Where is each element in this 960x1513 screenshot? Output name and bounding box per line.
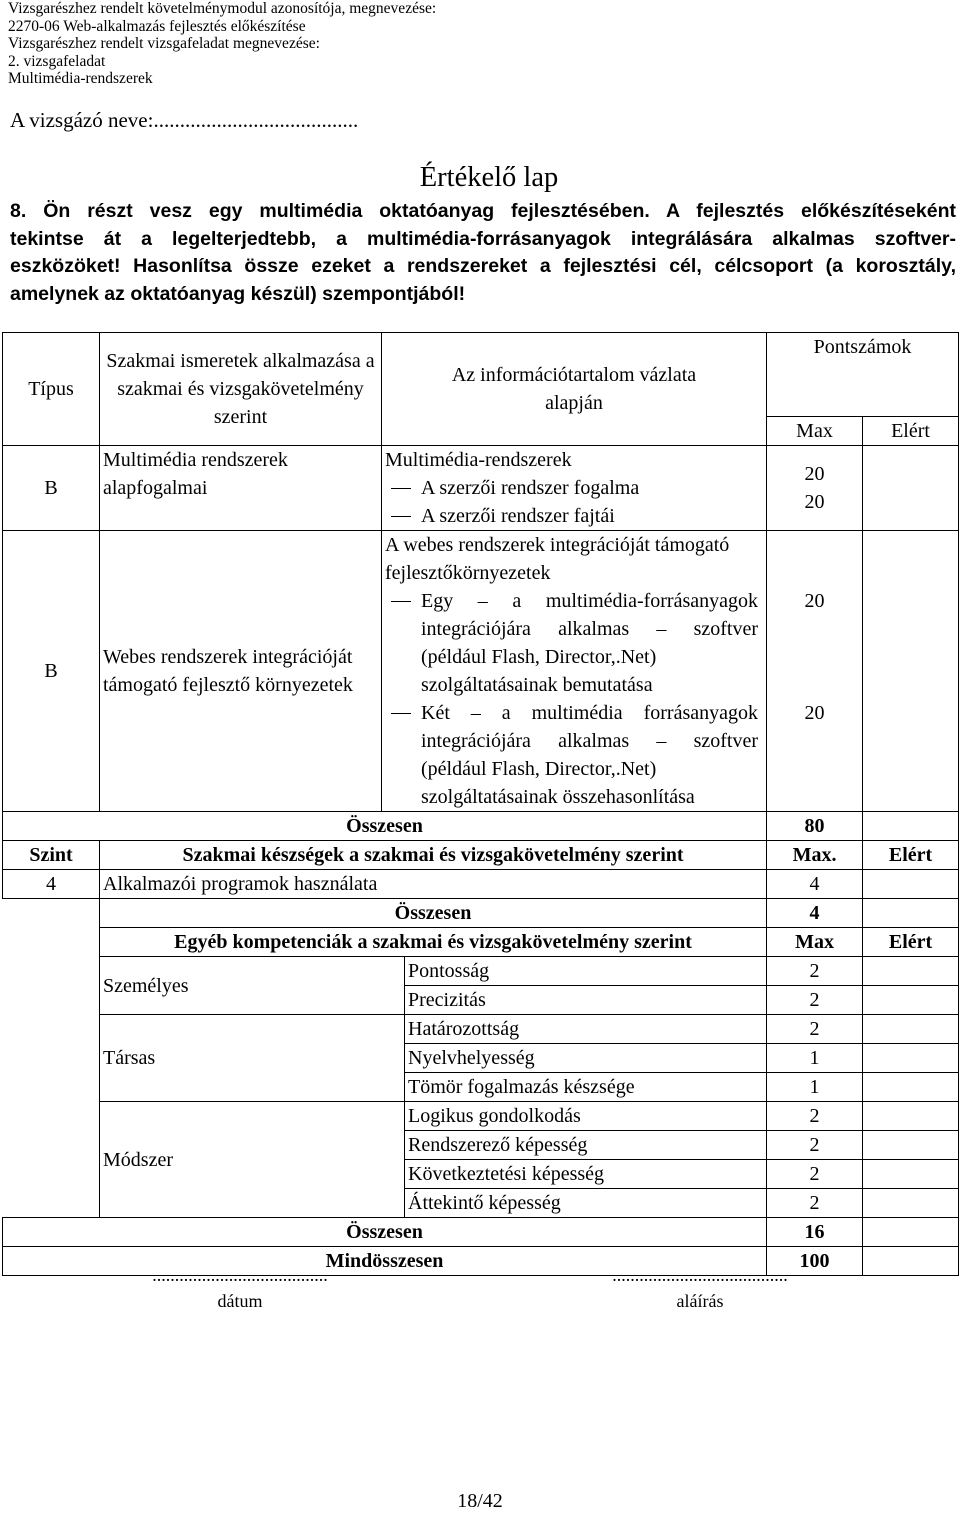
comp-max: 2 (767, 1131, 863, 1160)
other-title: Egyéb kompetenciák a szakmai és vizsgakövetelmény szerint (100, 928, 767, 957)
comp-max: 2 (767, 1189, 863, 1218)
comp-elert[interactable] (863, 1189, 959, 1218)
row1-tipus: B (3, 446, 100, 531)
other-total-elert[interactable] (863, 1218, 959, 1247)
other-max: Max (767, 928, 863, 957)
header-line: 2270-06 Web-alkalmazás fejlesztés előkészítése (8, 17, 306, 35)
row2-item2: Két – a multimédia forrásanyagok integrációjára alkalmas – szoftver (például Flash, Director,.Net) szolgáltatásainak összehasonlítása (385, 699, 758, 811)
skills-title: Szakmai készségek a szakmai és vizsgakövetelmény szerint (100, 841, 767, 870)
row1-max (767, 446, 863, 531)
skills-max: Max. (767, 841, 863, 870)
comp-elert[interactable] (863, 1044, 959, 1073)
other-total-label: Összesen (3, 1218, 767, 1247)
comp-item: Precizitás (405, 986, 767, 1015)
header-info: Az információtartalom vázlata alapján (382, 333, 767, 446)
comp-item: Tömör fogalmazás készsége (405, 1073, 767, 1102)
row2-elert[interactable] (863, 531, 959, 812)
examinee-name-field[interactable]: A vizsgázó neve:....................................... (10, 108, 359, 132)
grand-total-value: 100 (767, 1247, 863, 1276)
header-pontszamok: Pontszámok (767, 333, 959, 417)
row1-content (382, 446, 767, 531)
task-line: tekintse át a legelterjedtebb, a multimédia-forrásanyagok integrálására alkalmas szoftver- (10, 227, 956, 250)
skills-total-elert[interactable] (863, 899, 959, 928)
comp-item: Áttekintő képesség (405, 1189, 767, 1218)
comp-item: Logikus gondolkodás (405, 1102, 767, 1131)
header-line: Vizsgarészhez rendelt vizsgafeladat megnevezése: (8, 35, 320, 53)
comp-item: Határozottság (405, 1015, 767, 1044)
comp-max: 1 (767, 1073, 863, 1102)
task-line: 8. Ön részt vesz egy multimédia oktatóanyag fejlesztésében. A fejlesztés előkészítéseként (10, 200, 956, 222)
date-signature-block (90, 1262, 390, 1314)
comp-max: 2 (767, 1015, 863, 1044)
comp-item: Nyelvhelyesség (405, 1044, 767, 1073)
header-szakmai: Szakmai ismeretek alkalmazása a szakmai és vizsgakövetelmény szerint (100, 333, 382, 446)
comp-max: 2 (767, 1160, 863, 1189)
skills-level: 4 (3, 870, 100, 899)
signature-field[interactable]: ....................................... (612, 1265, 788, 1285)
row2-content (382, 531, 767, 812)
row1-intro: Multimédia-rendszerek (385, 449, 572, 471)
grand-total-label: Mindösszesen (3, 1247, 767, 1276)
total1-value: 80 (767, 812, 863, 841)
page-number: 18/42 (457, 1490, 503, 1512)
skills-row-max: 4 (767, 870, 863, 899)
skills-total-value: 4 (767, 899, 863, 928)
comp-elert[interactable] (863, 1102, 959, 1131)
comp-max: 1 (767, 1044, 863, 1073)
comp-item: Következtetési képesség (405, 1160, 767, 1189)
comp-elert[interactable] (863, 1131, 959, 1160)
header-line: 2. vizsgafeladat (8, 52, 106, 70)
total1-elert[interactable] (863, 812, 959, 841)
task-line: amelynek az oktatóanyag készül) szempontjából! (10, 282, 466, 305)
row2-max1: 20 (804, 590, 825, 612)
skills-total-label: Összesen (100, 899, 767, 928)
total1-label: Összesen (3, 812, 767, 841)
other-elert: Elért (863, 928, 959, 957)
row2-item1: Egy – a multimédia-forrásanyagok integrációjára alkalmas – szoftver (például Flash, Director,.Net) szolgáltatásainak bemutatása (385, 587, 758, 699)
evaluation-table (2, 332, 959, 1276)
header-elert: Elért (863, 417, 959, 446)
header-max: Max (767, 417, 863, 446)
group-tarsas: Társas (100, 1015, 405, 1102)
comp-item: Rendszerező képesség (405, 1131, 767, 1160)
document-header (8, 0, 436, 88)
date-field[interactable]: ....................................... (152, 1265, 328, 1285)
row1-max2: 20 (804, 491, 825, 513)
row2-tipus: B (3, 531, 100, 812)
comp-elert[interactable] (863, 957, 959, 986)
row1-elert[interactable] (863, 446, 959, 531)
comp-max: 2 (767, 957, 863, 986)
header-line: Vizsgarészhez rendelt követelménymodul azonosítója, megnevezése: (8, 0, 437, 17)
group-modszer: Módszer (100, 1102, 405, 1218)
row1-max1: 20 (804, 463, 825, 485)
comp-elert[interactable] (863, 1015, 959, 1044)
comp-elert[interactable] (863, 1073, 959, 1102)
page-title: Értékelő lap (419, 162, 559, 193)
skills-elert: Elért (863, 841, 959, 870)
header-tipus: Típus (3, 333, 100, 446)
row2-max2: 20 (804, 702, 825, 724)
signature-label: aláírás (676, 1291, 724, 1311)
header-line: Multimédia-rendszerek (8, 70, 153, 88)
date-label: dátum (217, 1291, 263, 1311)
row2-topic: Webes rendszerek integrációját támogató fejlesztő környezetek (100, 531, 382, 812)
comp-max: 2 (767, 986, 863, 1015)
skills-name: Alkalmazói programok használata (100, 870, 767, 899)
skills-row-elert[interactable] (863, 870, 959, 899)
skills-szint: Szint (3, 841, 100, 870)
task-line: eszközöket! Hasonlítsa össze ezeket a rendszereket a fejlesztési cél, célcsoport (a korosztály, (10, 255, 956, 277)
group-szemelyes: Személyes (100, 957, 405, 1015)
grand-total-elert[interactable] (863, 1247, 959, 1276)
row1-topic: Multimédia rendszerek alapfogalmai (100, 446, 382, 531)
comp-max: 2 (767, 1102, 863, 1131)
task-description (10, 198, 956, 308)
comp-elert[interactable] (863, 1160, 959, 1189)
comp-item: Pontosság (405, 957, 767, 986)
row1-item2: A szerzői rendszer fajtái (385, 502, 763, 530)
comp-elert[interactable] (863, 986, 959, 1015)
row2-max (767, 531, 863, 812)
other-total-value: 16 (767, 1218, 863, 1247)
row2-intro: A webes rendszerek integrációját támogató fejlesztőkörnyezetek (385, 534, 730, 584)
row1-item1: A szerzői rendszer fogalma (385, 474, 763, 502)
signature-block (550, 1262, 850, 1314)
